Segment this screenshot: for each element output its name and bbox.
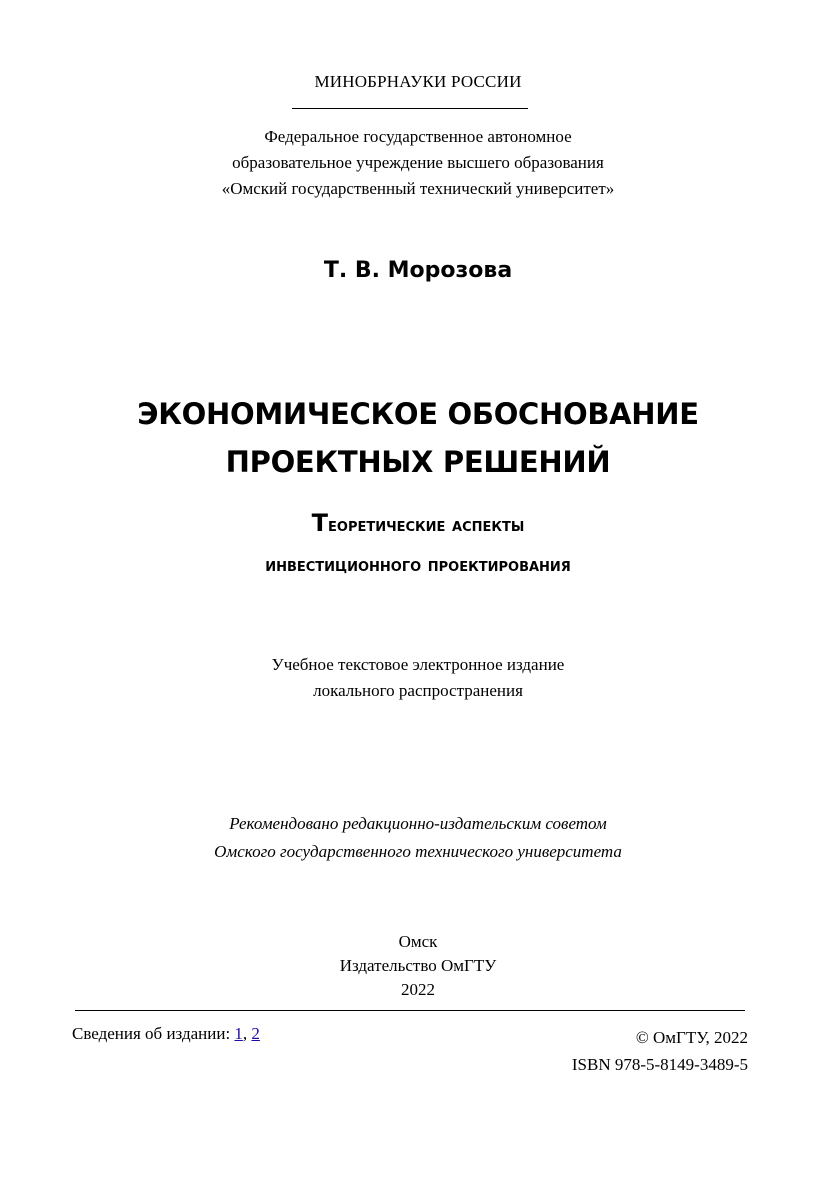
edition-type-line: локального распространения (313, 681, 523, 700)
recommendation (0, 810, 836, 866)
publisher-name: Издательство ОмГТУ (339, 956, 497, 975)
edition-info-label: Сведения об издании: (72, 1024, 235, 1043)
edition-type-line: Учебное текстовое электронное издание (271, 655, 565, 674)
edition-info-link-1[interactable]: 1 (234, 1024, 243, 1043)
institution-line: Федеральное государственное автономное (264, 127, 572, 146)
isbn: ISBN 978-5-8149-3489-5 (571, 1055, 748, 1074)
recommendation-line: Рекомендовано редакционно-издательским советом (229, 814, 607, 833)
institution-block (0, 124, 836, 202)
recommendation-line: Омского государственного технического университета (214, 842, 622, 861)
copyright: © ОмГТУ, 2022 (635, 1028, 748, 1047)
publisher-block (0, 930, 836, 1002)
edition-type (0, 652, 836, 704)
author-name: Т. В. Морозова (323, 258, 513, 283)
rights-block (572, 1024, 748, 1078)
ministry-name: МИНОБРНАУКИ РОССИИ (314, 72, 522, 91)
institution-line: «Омский государственный технический университет» (221, 179, 615, 198)
book-subtitle (0, 503, 836, 585)
edition-info (72, 1024, 260, 1044)
subtitle-line (0, 503, 836, 545)
title-line: ЭКОНОМИЧЕСКОЕ ОБОСНОВАНИЕ (137, 397, 699, 431)
subtitle-line-rest: еоретические аспекты (328, 514, 525, 536)
title-line: ПРОЕКТНЫХ РЕШЕНИЙ (225, 445, 611, 479)
publication-year: 2022 (401, 980, 435, 999)
book-title (0, 390, 836, 486)
footer-divider (75, 1010, 745, 1011)
institution-line: образовательное учреждение высшего образования (232, 153, 604, 172)
edition-info-link-2[interactable]: 2 (251, 1024, 260, 1043)
subtitle-initial: Т (311, 509, 329, 537)
link-separator: , (242, 1024, 252, 1043)
publisher-city: Омск (398, 932, 438, 951)
subtitle-line: инвестиционного проектирования (265, 554, 571, 576)
ministry-divider (292, 108, 528, 109)
